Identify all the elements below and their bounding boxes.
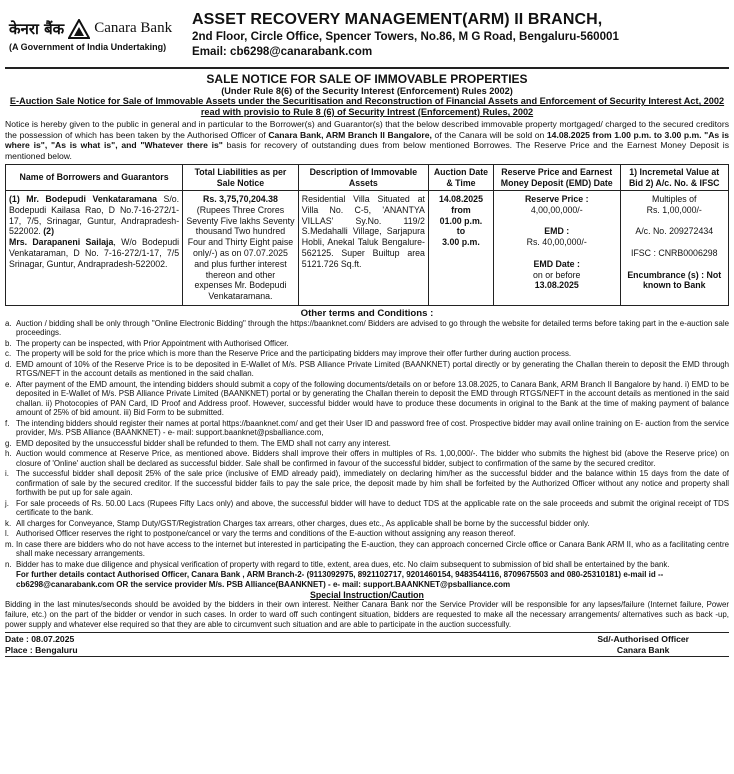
footer-place: Place : Bengaluru <box>5 644 78 655</box>
canara-bank-logo-icon <box>68 19 90 39</box>
logo-subtitle: (A Government of India Undertaking) <box>9 41 167 52</box>
footer-left <box>5 634 78 655</box>
encumbrance: Encumbrance (s) : Not known to Bank <box>627 269 722 291</box>
header <box>5 3 729 69</box>
terms-title: Other terms and Conditions : <box>300 307 434 319</box>
term-text: The intending bidders should register their names at portal https://baanknet.com/ and get their User ID and password free of cost. Prospective bidder may avail online training on E- auction from the service provider, M/s. PSB Alliance (BAANKNET) - e- mail: support.baanknet@psballiance.com, <box>16 418 729 438</box>
col-header-increment: 1) Incremetal Value at Bid 2) A/c. No. & IFSC <box>620 165 729 191</box>
term-text: EMD deposited by the unsuccessful bidder shall be refunded to them. The EMD shall not carry any interest. <box>16 438 391 448</box>
intro-branch: Canara Bank, ARM Branch II Bangalore, <box>268 129 432 140</box>
term-item <box>5 540 729 559</box>
intro-sale-date: 14.08.2025 from 1.00 p.m. to 3.00 p.m. "As is where is", "As is what is", and "Whatever there is" <box>5 129 729 150</box>
ifsc-code: IFSC : CNRB0006298 <box>630 247 718 258</box>
emd-date-value: 13.08.2025 <box>534 280 579 291</box>
liability-text: (Rupees Three Crores Seventy Five lakhs Seventy thousand Two hundred Four and Thirty Eight paise only/-) as on 07.07.2025 and plus further interest thereon and other expenses Mr. Bodepudi Venkataramana. <box>186 204 295 302</box>
term-text: The property can be inspected, with Prior Appointment with Authorised Officer. <box>16 338 289 348</box>
reserve-price-cell <box>493 191 620 306</box>
logo-hindi-text: केनरा बैंक <box>9 19 65 38</box>
term-letter: g. <box>5 438 12 448</box>
property-table <box>5 164 729 306</box>
col-header-reserve-price: Reserve Price and Earnest Money Deposit (EMD) Date <box>493 165 620 191</box>
branch-email: Email: cb6298@canarabank.com <box>192 45 373 58</box>
emd-value: Rs. 40,00,000/- <box>526 237 587 248</box>
term-letter: m. <box>5 539 14 549</box>
borrower-2-name: Mrs. Darapaneni Sailaja <box>9 237 114 248</box>
term-text: Auction would commence at Reserve Price, as mentioned above. Bidders shall improve their offers in multiples of Rs. 1,00,000/-. The bidder who submits the highest bid (above the Reserve price) on closure of 'Online' auction shall be declared as successful bidder. Sale shall be confirmed in favour of the successful bidder, subject to confirmation of the same by the secured creditor. <box>16 449 729 468</box>
footer-bank: Canara Bank <box>616 644 670 655</box>
col-header-assets: Description of Immovable Assets <box>298 165 428 191</box>
borrower-2-number: (2) <box>43 226 55 237</box>
special-instruction-title: Special Instruction/Caution <box>310 590 424 601</box>
term-item <box>5 439 729 449</box>
notice-rule: (Under Rule 8(6) of the Security Interest (Enforcement) Rules 2002) <box>221 86 513 96</box>
term-text: Bidder has to make due diligence and physical verification of property with regard to title, extent, area dues, etc. No claim subsequent to submission of bid shall be entertained by the bank. <box>16 559 670 569</box>
term-letter: a. <box>5 318 12 328</box>
branch-title: ASSET RECOVERY MANAGEMENT(ARM) II BRANCH, <box>192 11 603 28</box>
auction-date-cell <box>428 191 493 306</box>
footer-right <box>597 634 729 655</box>
notice-intro <box>5 119 729 161</box>
term-letter: h. <box>5 449 12 459</box>
reserve-price-label: Reserve Price : <box>524 194 589 204</box>
term-letter: f. <box>5 418 10 428</box>
term-letter: n. <box>5 559 12 569</box>
sale-notice <box>5 3 729 766</box>
borrower-1-details: S/o. Bodepudi Kailasa Rao, D No.7-16-272/1-17, 7/5, Srinagar, Guntur, Andrapradesh-522002. <box>9 194 180 237</box>
increment-label: Multiples of <box>652 194 697 204</box>
col-header-liabilities: Total Liabilities as per Sale Notice <box>183 165 299 191</box>
term-text: All charges for Conveyance, Stamp Duty/GST/Registration Charges tax arrears, other charges, dues etc., As applicable shall be borne by the successful bidder only. <box>16 518 590 528</box>
term-text: In case there are bidders who do not have access to the internet but interested in participating the E-auction, they can approach concerned Circle office or Canara Bank ARM II, who as a facilitating centre shall make necessary arrangements. <box>16 539 729 559</box>
special-instruction-text: Bidding in the last minutes/seconds should be avoided by the bidders in their own interest. Neither Canara Bank nor the Service Provider will be responsible for any lapses/failure (Internet failure, Power failure, etc.) on the part of the bidder or vendor in such cases. In order to ward off such contingent situation, bidders are requested to make all the necessary arrangements/ alternatives such as back -up, power supply and whatever else required so that they are able to circumvent such situation and are able to participate in the auction successfully. <box>5 600 729 629</box>
logo-english-text: Canara Bank <box>94 20 173 36</box>
auction-date: 14.08.2025 <box>438 194 483 204</box>
intro-text-3: basis for recovery of outstanding dues from below mentioned Borrowes. The Reserve Price and the Earnest Money Deposit is mentioned below. <box>5 140 729 161</box>
term-letter: l. <box>5 529 9 539</box>
branch-address: 2nd Floor, Circle Office, Spencer Towers, No.86, M G Road, Bengaluru-560001 <box>192 30 619 43</box>
borrowers-cell <box>6 191 183 306</box>
auction-start-time: 01.00 p.m. <box>439 215 483 226</box>
term-item <box>5 529 729 539</box>
intro-text: Notice is hereby given to the public in general and in particular to the Borrower(s) and Guarantor(s) that the below described immovable property mortgaged/ charged to the secured creditors the possession of which has been taken by the Authorised Officer of <box>5 119 729 140</box>
contact-details: For further details contact Authorised Officer, Canara Bank , ARM Branch-2- (9113092975, 8921102717, 9201460154, 9483544116, 8709675503 and 080-25310181) e-mail id -- cb6298@canarabank.com OR the service provider M/s. PSB Alliance(BAANKNET) - e- mail: support.BAANKNET@psballiance.com <box>16 570 664 589</box>
term-letter: b. <box>5 338 12 348</box>
footer <box>5 632 729 657</box>
increment-cell <box>620 191 729 306</box>
col-header-borrowers: Name of Borrowers and Guarantors <box>6 165 183 191</box>
term-text: EMD amount of 10% of the Reserve Price is to be deposited in E-Wallet of M/s. PSB Alliance Private Limited (BAANKNET) portal directly or by generating the Challan therein to deposit the EMD through RTGS/NEFT in the account details as mentioned in the said challan. <box>16 359 729 379</box>
bank-logo <box>5 3 184 67</box>
term-letter: d. <box>5 359 12 369</box>
term-item <box>5 449 729 468</box>
term-item <box>5 380 729 418</box>
term-text: Auction / bidding shall be only through "Online Electronic Bidding" through the https://baanknet.com/ Bidders are advised to go through the website for detailed terms before taking part in the e-auction sale proceedings. <box>16 318 729 338</box>
reserve-price-value: 4,00,00,000/- <box>530 204 583 215</box>
borrower-1-name: (1) Mr. Bodepudi Venkataramana <box>9 194 157 204</box>
notice-title: SALE NOTICE FOR SALE OF IMMOVABLE PROPERTIES <box>206 72 528 86</box>
notice-eauction-heading: E-Auction Sale Notice for Sale of Immovable Assets under the Securitisation and Reconstruction of Financial Assets and Enforcement of Security Interest Act, 2002 read with provisio to Rule 8 (6) of Security Intrest (Enforcement) Rules, 2002 <box>9 96 725 117</box>
asset-cell: Residential Villa Situated at Villa No. C-5, 'ANANTYA VILLAS' Sy.No. 119/2 S.Medahalli Village, Sarjapura Hobli, Anekal Taluk Bengalure-562125. Super Builtup area 5121.726 Sq.ft. <box>298 191 428 306</box>
term-text: The property will be sold for the price which is more than the Reserve Price and the participating bidders may improve their offer further during auction process. <box>16 349 572 359</box>
term-item <box>5 360 729 379</box>
intro-text-2: of the Canara will be sold on <box>431 129 547 140</box>
increment-value: Rs. 1,00,000/- <box>646 204 702 215</box>
emd-label: EMD : <box>544 226 570 237</box>
term-letter: e. <box>5 379 12 389</box>
term-item <box>5 499 729 518</box>
term-letter: k. <box>5 518 12 528</box>
borrower-2-details: , W/o Bodepudi Venkataraman, D No. 7-16-272/1-17, 7/5 Srinagar, Guntur, Andrapradesh-522002. <box>9 237 180 269</box>
account-number: A/c. No. 209272434 <box>635 226 714 237</box>
term-item <box>5 339 729 349</box>
branch-info <box>184 3 729 67</box>
term-text: Authorised Officer reserves the right to postpone/cancel or vary the terms and conditions of the E-auction without assigning any reason thereof. <box>16 529 516 539</box>
auction-end-time: 3.00 p.m. <box>442 237 480 248</box>
term-letter: c. <box>5 349 12 359</box>
auction-to: to <box>456 226 466 237</box>
terms-list <box>5 319 729 570</box>
term-item <box>5 519 729 529</box>
table-row <box>6 191 729 306</box>
emd-date-label: EMD Date : <box>533 258 580 269</box>
term-item <box>5 349 729 359</box>
liabilities-cell <box>183 191 299 306</box>
table-header-row <box>6 165 729 191</box>
footer-date: Date : 08.07.2025 <box>5 634 75 645</box>
term-letter: j. <box>5 498 9 508</box>
footer-signatory: Sd/-Authorised Officer <box>597 634 689 645</box>
liability-amount: Rs. 3,75,70,204.38 <box>203 194 278 204</box>
term-text: After payment of the EMD amount, the intending bidders should submit a copy of the following documents/details on or before 13.08.2025, to Canara Bank, ARM Branch II Bangalore by hand. i) EMD to be deposited in E-Wallet of M/s. PSB Alliance Private Limited (BAANKNET) portal or by generating the Challan therein to deposit the EMD through RTGS/NEFT in the account details as mentioned in the said challan. ii) Photocopies of PAN Card, ID Proof and Address proof. However, successful bidder would have to produce these documents in original to the Bank at the time of making payment of balance amount of 25% of bid amount. iii) Bid Form to be submitted. <box>16 379 729 418</box>
col-header-auction-date: Auction Date & Time <box>428 165 493 191</box>
emd-date-text: on or before <box>533 269 581 280</box>
term-item <box>5 560 729 570</box>
term-item <box>5 469 729 498</box>
term-item <box>5 319 729 338</box>
term-letter: i. <box>5 469 9 479</box>
term-text: The successful bidder shall deposit 25% of the sale price (inclusive of EMD already paid), immediately on declaring him/her as the successful bidder and the balance within 15 days from the date of confirmation of sale by the secured creditor. If the successful bidder fails to pay the sale price, the deposit made by him shall be forfeited by the Authorized Officer without any notice and property shall forthwith be put up for sale again. <box>16 469 729 498</box>
term-text: For sale proceeds of Rs. 50.00 Lacs (Rupees Fifty Lacs only) and above, the successful bidder will have to deduct TDS at the applicable rate on the sale proceeds and submit the original receipt of TDS certificate to the bank. <box>16 498 729 518</box>
term-item <box>5 419 729 438</box>
auction-from: from <box>451 204 471 215</box>
